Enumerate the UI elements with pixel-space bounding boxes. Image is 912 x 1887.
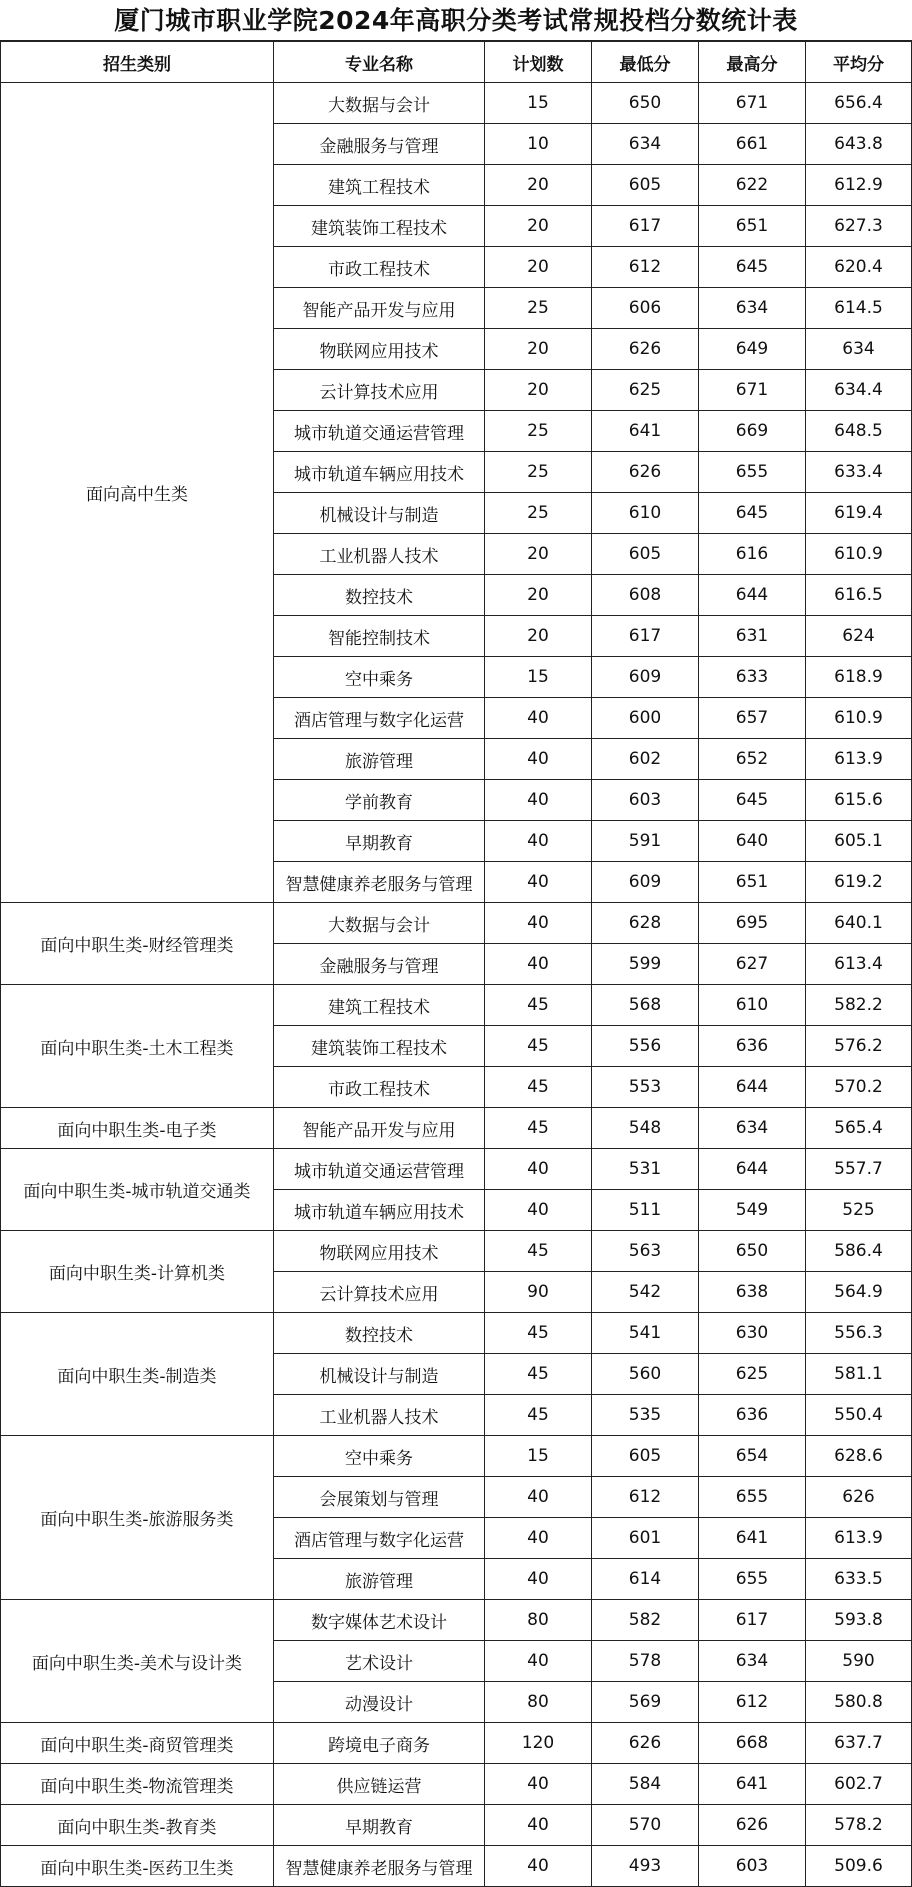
max-cell: 645 [699,247,806,288]
major-cell: 建筑装饰工程技术 [274,206,485,247]
max-cell: 644 [699,1149,806,1190]
max-cell: 645 [699,780,806,821]
major-cell: 早期教育 [274,1805,485,1846]
min-cell: 609 [592,862,699,903]
plan-cell: 15 [485,1436,592,1477]
min-cell: 570 [592,1805,699,1846]
plan-cell: 45 [485,1313,592,1354]
plan-cell: 40 [485,903,592,944]
avg-cell: 564.9 [806,1272,912,1313]
min-cell: 634 [592,124,699,165]
table-row [1,1600,912,1641]
avg-cell: 557.7 [806,1149,912,1190]
table-row [1,83,912,124]
plan-cell: 45 [485,1354,592,1395]
major-cell: 金融服务与管理 [274,124,485,165]
avg-cell: 525 [806,1190,912,1231]
category-cell: 面向中职生类-教育类 [1,1805,274,1846]
min-cell: 541 [592,1313,699,1354]
plan-cell: 10 [485,124,592,165]
table-row [1,1805,912,1846]
plan-cell: 20 [485,616,592,657]
major-cell: 旅游管理 [274,739,485,780]
plan-cell: 20 [485,575,592,616]
max-cell: 617 [699,1600,806,1641]
major-cell: 云计算技术应用 [274,370,485,411]
avg-cell: 634 [806,329,912,370]
plan-cell: 40 [485,821,592,862]
major-cell: 工业机器人技术 [274,534,485,575]
min-cell: 569 [592,1682,699,1723]
max-cell: 651 [699,206,806,247]
avg-cell: 614.5 [806,288,912,329]
major-cell: 智慧健康养老服务与管理 [274,862,485,903]
min-cell: 608 [592,575,699,616]
max-cell: 645 [699,493,806,534]
max-cell: 650 [699,1231,806,1272]
major-cell: 工业机器人技术 [274,1395,485,1436]
min-cell: 548 [592,1108,699,1149]
category-cell: 面向中职生类-制造类 [1,1313,274,1436]
category-cell: 面向中职生类-物流管理类 [1,1764,274,1805]
plan-cell: 20 [485,247,592,288]
avg-cell: 615.6 [806,780,912,821]
min-cell: 542 [592,1272,699,1313]
plan-cell: 40 [485,1190,592,1231]
min-cell: 626 [592,329,699,370]
avg-cell: 656.4 [806,83,912,124]
max-cell: 610 [699,985,806,1026]
max-cell: 657 [699,698,806,739]
major-cell: 智慧健康养老服务与管理 [274,1846,485,1887]
max-cell: 652 [699,739,806,780]
min-cell: 600 [592,698,699,739]
avg-cell: 627.3 [806,206,912,247]
avg-cell: 613.4 [806,944,912,985]
max-cell: 625 [699,1354,806,1395]
major-cell: 数字媒体艺术设计 [274,1600,485,1641]
category-cell: 面向中职生类-土木工程类 [1,985,274,1108]
avg-cell: 610.9 [806,698,912,739]
max-cell: 616 [699,534,806,575]
max-cell: 634 [699,1108,806,1149]
avg-cell: 613.9 [806,1518,912,1559]
plan-cell: 45 [485,1395,592,1436]
max-cell: 695 [699,903,806,944]
plan-cell: 40 [485,698,592,739]
avg-cell: 576.2 [806,1026,912,1067]
min-cell: 531 [592,1149,699,1190]
min-cell: 601 [592,1518,699,1559]
plan-cell: 45 [485,1026,592,1067]
major-cell: 空中乘务 [274,1436,485,1477]
plan-cell: 40 [485,1764,592,1805]
plan-cell: 40 [485,1518,592,1559]
plan-cell: 40 [485,1846,592,1887]
min-cell: 535 [592,1395,699,1436]
avg-cell: 550.4 [806,1395,912,1436]
table-row [1,1149,912,1190]
min-cell: 553 [592,1067,699,1108]
min-cell: 603 [592,780,699,821]
max-cell: 655 [699,1477,806,1518]
plan-cell: 90 [485,1272,592,1313]
major-cell: 跨境电子商务 [274,1723,485,1764]
min-cell: 605 [592,165,699,206]
major-cell: 物联网应用技术 [274,1231,485,1272]
score-table [0,41,912,1887]
category-cell: 面向中职生类-医药卫生类 [1,1846,274,1887]
plan-cell: 40 [485,944,592,985]
plan-cell: 40 [485,739,592,780]
max-cell: 649 [699,329,806,370]
plan-cell: 40 [485,780,592,821]
avg-cell: 509.6 [806,1846,912,1887]
min-cell: 605 [592,534,699,575]
max-cell: 651 [699,862,806,903]
max-cell: 612 [699,1682,806,1723]
major-cell: 会展策划与管理 [274,1477,485,1518]
avg-cell: 582.2 [806,985,912,1026]
min-cell: 609 [592,657,699,698]
max-cell: 630 [699,1313,806,1354]
avg-cell: 620.4 [806,247,912,288]
plan-cell: 40 [485,1805,592,1846]
plan-cell: 120 [485,1723,592,1764]
plan-cell: 25 [485,452,592,493]
max-cell: 638 [699,1272,806,1313]
max-cell: 603 [699,1846,806,1887]
plan-cell: 25 [485,411,592,452]
min-cell: 578 [592,1641,699,1682]
category-cell: 面向中职生类-财经管理类 [1,903,274,985]
max-cell: 636 [699,1395,806,1436]
major-cell: 云计算技术应用 [274,1272,485,1313]
min-cell: 612 [592,247,699,288]
min-cell: 612 [592,1477,699,1518]
major-cell: 早期教育 [274,821,485,862]
major-cell: 空中乘务 [274,657,485,698]
table-row [1,1723,912,1764]
min-cell: 599 [592,944,699,985]
table-row [1,1108,912,1149]
major-cell: 市政工程技术 [274,247,485,288]
table-body [1,83,912,1887]
min-cell: 563 [592,1231,699,1272]
max-cell: 671 [699,370,806,411]
min-cell: 493 [592,1846,699,1887]
avg-cell: 590 [806,1641,912,1682]
plan-cell: 80 [485,1600,592,1641]
major-cell: 数控技术 [274,1313,485,1354]
max-cell: 622 [699,165,806,206]
max-cell: 636 [699,1026,806,1067]
avg-cell: 612.9 [806,165,912,206]
min-cell: 511 [592,1190,699,1231]
major-cell: 智能产品开发与应用 [274,1108,485,1149]
plan-cell: 40 [485,862,592,903]
major-cell: 建筑工程技术 [274,165,485,206]
avg-cell: 586.4 [806,1231,912,1272]
min-cell: 606 [592,288,699,329]
min-cell: 641 [592,411,699,452]
max-cell: 654 [699,1436,806,1477]
max-cell: 669 [699,411,806,452]
avg-cell: 578.2 [806,1805,912,1846]
major-cell: 动漫设计 [274,1682,485,1723]
category-cell: 面向中职生类-城市轨道交通类 [1,1149,274,1231]
avg-cell: 619.4 [806,493,912,534]
avg-cell: 626 [806,1477,912,1518]
major-cell: 旅游管理 [274,1559,485,1600]
min-cell: 605 [592,1436,699,1477]
major-cell: 金融服务与管理 [274,944,485,985]
min-cell: 610 [592,493,699,534]
table-row [1,985,912,1026]
major-cell: 数控技术 [274,575,485,616]
page-title: 厦门城市职业学院2024年高职分类考试常规投档分数统计表 [0,0,912,41]
major-cell: 大数据与会计 [274,903,485,944]
avg-cell: 613.9 [806,739,912,780]
category-cell: 面向中职生类-计算机类 [1,1231,274,1313]
major-cell: 智能控制技术 [274,616,485,657]
table-row [1,903,912,944]
table-row [1,1231,912,1272]
plan-cell: 40 [485,1477,592,1518]
min-cell: 626 [592,1723,699,1764]
plan-cell: 40 [485,1149,592,1190]
max-cell: 661 [699,124,806,165]
major-cell: 机械设计与制造 [274,1354,485,1395]
plan-cell: 80 [485,1682,592,1723]
table-row [1,1764,912,1805]
header-major: 专业名称 [274,42,485,83]
min-cell: 556 [592,1026,699,1067]
major-cell: 城市轨道车辆应用技术 [274,452,485,493]
avg-cell: 580.8 [806,1682,912,1723]
min-cell: 582 [592,1600,699,1641]
avg-cell: 610.9 [806,534,912,575]
avg-cell: 634.4 [806,370,912,411]
header-row [1,42,912,83]
max-cell: 634 [699,1641,806,1682]
category-cell: 面向中职生类-商贸管理类 [1,1723,274,1764]
major-cell: 城市轨道交通运营管理 [274,1149,485,1190]
avg-cell: 602.7 [806,1764,912,1805]
major-cell: 学前教育 [274,780,485,821]
avg-cell: 637.7 [806,1723,912,1764]
min-cell: 626 [592,452,699,493]
max-cell: 634 [699,288,806,329]
major-cell: 市政工程技术 [274,1067,485,1108]
plan-cell: 45 [485,985,592,1026]
max-cell: 668 [699,1723,806,1764]
min-cell: 617 [592,616,699,657]
plan-cell: 15 [485,657,592,698]
major-cell: 酒店管理与数字化运营 [274,1518,485,1559]
min-cell: 568 [592,985,699,1026]
plan-cell: 20 [485,329,592,370]
header-category: 招生类别 [1,42,274,83]
max-cell: 655 [699,1559,806,1600]
plan-cell: 45 [485,1067,592,1108]
plan-cell: 25 [485,288,592,329]
avg-cell: 581.1 [806,1354,912,1395]
avg-cell: 648.5 [806,411,912,452]
category-cell: 面向中职生类-电子类 [1,1108,274,1149]
max-cell: 633 [699,657,806,698]
avg-cell: 619.2 [806,862,912,903]
avg-cell: 556.3 [806,1313,912,1354]
max-cell: 631 [699,616,806,657]
min-cell: 625 [592,370,699,411]
max-cell: 641 [699,1518,806,1559]
category-cell: 面向高中生类 [1,83,274,903]
major-cell: 机械设计与制造 [274,493,485,534]
avg-cell: 643.8 [806,124,912,165]
avg-cell: 570.2 [806,1067,912,1108]
max-cell: 655 [699,452,806,493]
plan-cell: 20 [485,206,592,247]
major-cell: 物联网应用技术 [274,329,485,370]
category-cell: 面向中职生类-旅游服务类 [1,1436,274,1600]
max-cell: 626 [699,1805,806,1846]
major-cell: 建筑工程技术 [274,985,485,1026]
min-cell: 591 [592,821,699,862]
major-cell: 酒店管理与数字化运营 [274,698,485,739]
plan-cell: 40 [485,1641,592,1682]
major-cell: 城市轨道车辆应用技术 [274,1190,485,1231]
major-cell: 艺术设计 [274,1641,485,1682]
max-cell: 671 [699,83,806,124]
max-cell: 627 [699,944,806,985]
major-cell: 智能产品开发与应用 [274,288,485,329]
header-max: 最高分 [699,42,806,83]
header-plan: 计划数 [485,42,592,83]
min-cell: 602 [592,739,699,780]
max-cell: 644 [699,1067,806,1108]
table-row [1,1846,912,1887]
plan-cell: 20 [485,165,592,206]
avg-cell: 640.1 [806,903,912,944]
avg-cell: 628.6 [806,1436,912,1477]
avg-cell: 593.8 [806,1600,912,1641]
header-avg: 平均分 [806,42,912,83]
major-cell: 大数据与会计 [274,83,485,124]
major-cell: 建筑装饰工程技术 [274,1026,485,1067]
max-cell: 549 [699,1190,806,1231]
plan-cell: 45 [485,1108,592,1149]
plan-cell: 45 [485,1231,592,1272]
plan-cell: 20 [485,534,592,575]
max-cell: 641 [699,1764,806,1805]
table-row [1,1436,912,1477]
header-min: 最低分 [592,42,699,83]
avg-cell: 616.5 [806,575,912,616]
plan-cell: 40 [485,1559,592,1600]
avg-cell: 618.9 [806,657,912,698]
category-cell: 面向中职生类-美术与设计类 [1,1600,274,1723]
avg-cell: 633.5 [806,1559,912,1600]
plan-cell: 20 [485,370,592,411]
min-cell: 617 [592,206,699,247]
major-cell: 供应链运营 [274,1764,485,1805]
max-cell: 644 [699,575,806,616]
avg-cell: 633.4 [806,452,912,493]
max-cell: 640 [699,821,806,862]
plan-cell: 25 [485,493,592,534]
plan-cell: 15 [485,83,592,124]
avg-cell: 565.4 [806,1108,912,1149]
table-row [1,1313,912,1354]
min-cell: 584 [592,1764,699,1805]
min-cell: 614 [592,1559,699,1600]
avg-cell: 605.1 [806,821,912,862]
min-cell: 560 [592,1354,699,1395]
avg-cell: 624 [806,616,912,657]
min-cell: 650 [592,83,699,124]
major-cell: 城市轨道交通运营管理 [274,411,485,452]
min-cell: 628 [592,903,699,944]
